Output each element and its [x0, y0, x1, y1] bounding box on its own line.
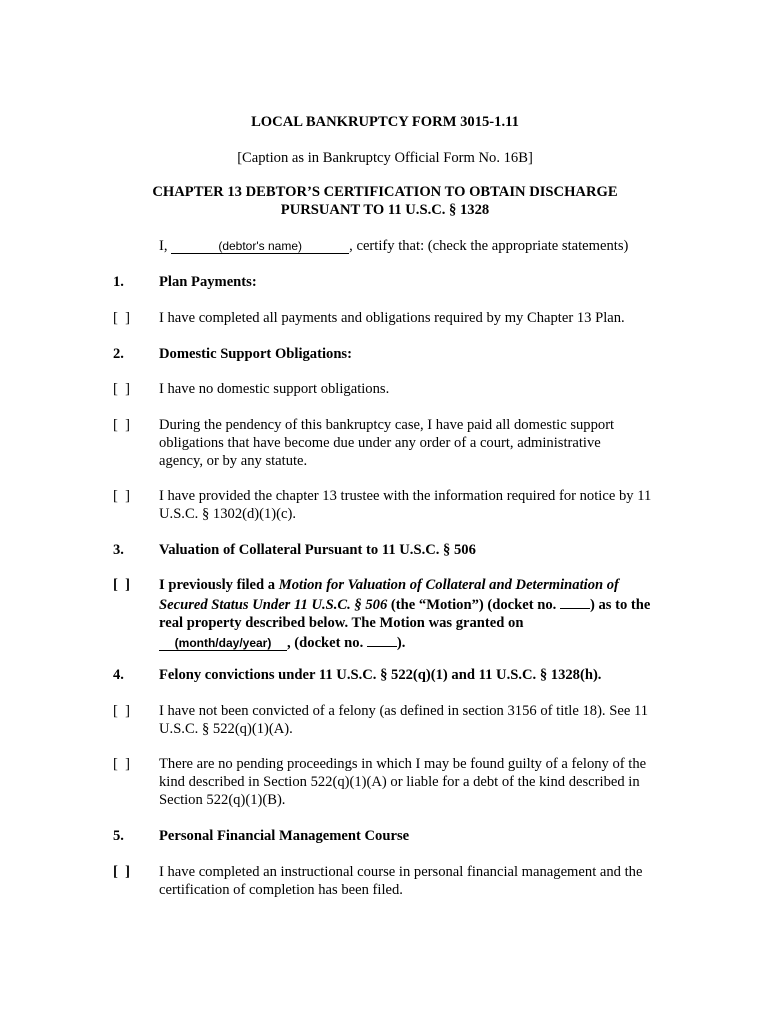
granted-date-field[interactable]: (month/day/year) — [159, 636, 287, 651]
certification-intro — [159, 237, 628, 255]
motion-text-5: ). — [396, 635, 406, 651]
section-2-number: 2. — [113, 346, 124, 362]
item-plan-payments: I have completed all payments and obligations required by my Chapter 13 Plan. — [159, 310, 625, 326]
checkbox-no-dso[interactable]: [ ] — [113, 381, 131, 397]
checkbox-paid-dso[interactable]: [ ] — [113, 417, 131, 433]
section-3-title: Valuation of Collateral Pursuant to 11 U.S.C. § 506 — [159, 542, 476, 558]
item-financial-course: I have completed an instructional course in personal financial management and the certification of completion has been filed. — [159, 864, 643, 898]
item-trustee-notice: I have provided the chapter 13 trustee with the information required for notice by 11 U.S.C. § 1302(d)(1)(c). — [159, 488, 652, 522]
section-1-title: Plan Payments: — [159, 274, 257, 290]
section-5-number: 5. — [113, 828, 124, 844]
checkbox-plan-payments[interactable]: [ ] — [113, 310, 131, 326]
checkbox-no-pending-proceedings[interactable]: [ ] — [113, 756, 131, 772]
document-title-line1: CHAPTER 13 DEBTOR’S CERTIFICATION TO OBTAIN DISCHARGE — [152, 184, 618, 200]
docket-number-field-2[interactable] — [367, 632, 397, 647]
docket-number-field-1[interactable] — [560, 594, 590, 609]
section-1-number: 1. — [113, 274, 124, 290]
item-paid-dso: During the pendency of this bankruptcy case, I have paid all domestic support obligations that have become due under any order of a court, administrative agency, or by any statute. — [159, 417, 615, 469]
motion-text-2: (the “Motion”) (docket no. — [387, 597, 560, 613]
checkbox-trustee-notice[interactable]: [ ] — [113, 488, 131, 504]
motion-text-1: I previously filed a — [159, 577, 279, 593]
document-title-line2: PURSUANT TO 11 U.S.C. § 1328 — [280, 202, 490, 218]
form-title: LOCAL BANKRUPTCY FORM 3015-1.11 — [251, 114, 519, 130]
item-valuation-motion — [159, 576, 659, 652]
caption-note: [Caption as in Bankruptcy Official Form No. 16B] — [237, 150, 533, 166]
item-no-felony: I have not been convicted of a felony (as defined in section 3156 of title 18). See 11 U.S.C. § 522(q)(1)(A). — [159, 703, 649, 737]
item-no-dso: I have no domestic support obligations. — [159, 381, 390, 397]
debtor-name-field[interactable]: (debtor's name) — [171, 239, 349, 254]
checkbox-no-felony[interactable]: [ ] — [113, 703, 131, 719]
intro-suffix: , certify that: (check the appropriate statements) — [349, 238, 629, 254]
section-5-title: Personal Financial Management Course — [159, 828, 410, 844]
motion-text-4: , (docket no. — [287, 635, 367, 651]
section-2-title: Domestic Support Obligations: — [159, 346, 352, 362]
motion-text-3: ) as to the real property described below. The Motion was granted on — [159, 597, 651, 631]
section-4-title: Felony convictions under 11 U.S.C. § 522(q)(1) and 11 U.S.C. § 1328(h). — [159, 667, 602, 683]
motion-title: Motion for Valuation of Collateral and Determination of Secured Status Under 11 U.S.C. § 506 — [159, 577, 619, 613]
checkbox-financial-course[interactable]: [ ] — [113, 864, 131, 880]
section-4-number: 4. — [113, 667, 124, 683]
checkbox-valuation-motion[interactable]: [ ] — [113, 577, 131, 593]
item-no-pending-proceedings: There are no pending proceedings in which I may be found guilty of a felony of the kind described in Section 522(q)(1)(A) or liable for a debt of the kind described in Section 522(q)(1)(B). — [159, 756, 647, 808]
intro-prefix: I, — [159, 238, 168, 254]
section-3-number: 3. — [113, 542, 124, 558]
